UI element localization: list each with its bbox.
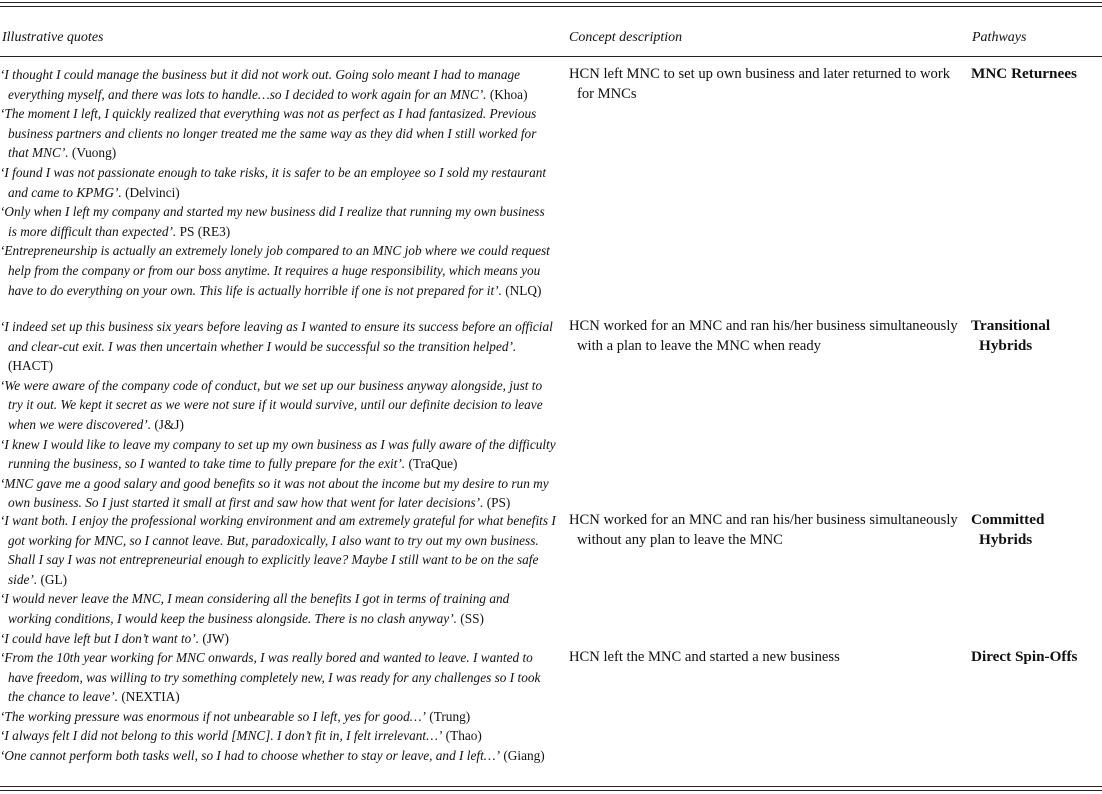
quote: ‘I want both. I enjoy the professional working environment and am extremely grateful for what benefits I got working for MNC, so I cannot leave. But, paradoxically, I also want to try out my own business. Shall I say I was not entrepreneurial enough to explicitly leave? Maybe I still want to be on the safe side’. (GL): [0, 513, 556, 587]
concept-mnc-returnees: HCN left MNC to set up own business and later returned to work for MNCs: [569, 66, 950, 102]
pathway-mnc-returnees: MNC Returnees: [971, 65, 1077, 82]
quote: ‘The working pressure was enormous if not unbearable so I left, yes for good…’ (Trung): [0, 708, 471, 724]
bottom-rule-2: [0, 790, 1102, 791]
concept-direct-spin-offs: HCN left the MNC and started a new business: [569, 649, 840, 665]
quote: ‘Only when I left my company and started my new business did I realize that running my own business is more difficult than expected’. PS (RE3): [0, 204, 545, 239]
quotes-group-mnc-returnees: [0, 65, 556, 300]
quote: ‘I indeed set up this business six years before leaving as I wanted to ensure its success before an official and clear-cut exit. I was then uncertain whether I would be successful so the transition helped’. (HACT): [0, 319, 553, 374]
pathway-committed-hybrids: Committed Hybrids: [971, 511, 1045, 548]
quotes-group-committed-hybrids: [0, 511, 556, 648]
quote: ‘I would never leave the MNC, I mean considering all the benefits I got in terms of training and working conditions, I would keep the business alongside. There is no clash anyway’. (SS): [0, 591, 510, 626]
quote: ‘I thought I could manage the business but it did not work out. Going solo meant I had to manage everything myself, and there was lots to handle…so I decided to work again for an MNC’. (Khoa): [0, 67, 528, 102]
quote: ‘We were aware of the company code of conduct, but we set up our business anyway alongside, just to try it out. We kept it secret as we were not sure if it would survive, until our definite decision to leave when we were discovered’. (J&J): [0, 377, 543, 432]
quote: ‘I knew I would like to leave my company to set up my own business as I was fully aware of the difficulty running the business, so I wanted to take time to fully prepare for the exit’. (TraQue): [0, 436, 556, 472]
top-rule-1: [0, 2, 1102, 3]
header-pathways: Pathways: [972, 30, 1027, 45]
pathway-transitional-hybrids: Transitional Hybrids: [971, 317, 1051, 354]
concept-transitional-hybrids: HCN worked for an MNC and ran his/her business simultaneously with a plan to leave the MNC when ready: [569, 318, 958, 354]
top-rule-2: [0, 6, 1102, 7]
quote: ‘Entrepreneurship is actually an extremely lonely job compared to an MNC job where we could request help from the company or from our boss anytime. It requires a huge responsibility, which means you have to do everything on your own. This life is actually horrible if one is not prepared for it’. (NLQ): [0, 243, 550, 298]
pathway-direct-spin-offs: Direct Spin-Offs: [971, 648, 1078, 665]
quote: ‘One cannot perform both tasks well, so I had to choose whether to stay or leave, and I left…’ (Giang): [0, 747, 545, 763]
quote: ‘From the 10th year working for MNC onwards, I was really bored and wanted to leave. I wanted to have freedom, was willing to try something completely new, I was ready for any challenges so I took the chance to leave’. (NEXTIA): [0, 650, 541, 705]
quote: ‘I found I was not passionate enough to take risks, it is safer to be an employee so I sold my restaurant and came to KPMG’. (Delvinci): [0, 164, 547, 200]
bottom-rule-1: [0, 786, 1102, 787]
header-concept: Concept description: [569, 30, 683, 45]
quote: ‘I could have left but I don’t want to’. (JW): [0, 630, 229, 646]
quotes-group-transitional-hybrids: [0, 317, 556, 513]
quote: ‘The moment I left, I quickly realized that everything was not as perfect as I had fantasized. Previous business partners and clients no longer treated me the same way as they did when I still worked for that MNC’. (Vuong): [0, 106, 537, 161]
header-quotes: Illustrative quotes: [2, 30, 104, 45]
header-rule: [0, 56, 1102, 57]
concept-committed-hybrids: HCN worked for an MNC and ran his/her business simultaneously without any plan to leave the MNC: [569, 512, 958, 548]
quotes-group-direct-spin-offs: [0, 648, 556, 766]
quote: ‘MNC gave me a good salary and good benefits so it was not about the income but my desire to run my own business. So I just started it small at first and saw how that went for later decisions’. (PS): [0, 475, 549, 511]
quote: ‘I always felt I did not belong to this world [MNC]. I don’t fit in, I felt irrelevant…’ (Thao): [0, 728, 482, 744]
